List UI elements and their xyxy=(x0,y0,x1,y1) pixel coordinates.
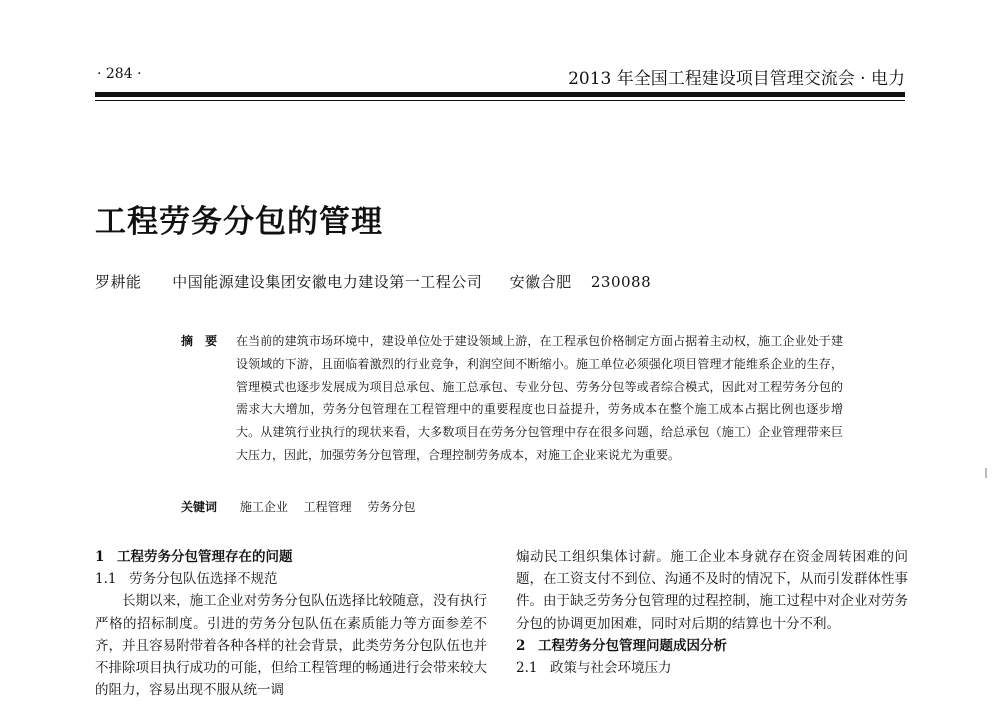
page-number: · 284 · xyxy=(97,66,142,82)
header-rule-thick xyxy=(95,92,905,97)
author-affiliation: 中国能源建设集团安徽电力建设第一工程公司 xyxy=(172,273,483,291)
section-heading xyxy=(95,546,487,568)
subsection-heading xyxy=(95,568,487,590)
body-paragraph-continued: 煽动民工组织集体讨薪。施工企业本身就存在资金周转困难的问题，在工资支付不到位、沟通不及时的情况下，从而引发群体性事件。由于缺乏劳务分包管理的过程控制，施工过程中对企业对劳务分包的协调更加困难，同时对后期的结算也十分不利。 xyxy=(516,549,908,632)
header-rule-thin xyxy=(95,100,905,101)
section-title: 工程劳务分包管理存在的问题 xyxy=(117,549,293,565)
author-name: 罗耕能 xyxy=(95,273,142,291)
keyword-item: 劳务分包 xyxy=(367,500,416,514)
author-line xyxy=(95,271,651,292)
body-paragraph: 长期以来，施工企业对劳务分包队伍选择比较随意，没有执行严格的招标制度。引进的劳务分包队伍在素质能力等方面参差不齐，并且容易附带着各种各样的社会背景，此类劳务分包队伍也并不排除项目执行成功的可能，但给工程管理的畅通进行会带来较大的阻力，容易出现不服从统一调 xyxy=(95,593,487,699)
section-number: 1 xyxy=(95,549,105,565)
subsection-number: 2.1 xyxy=(516,660,538,677)
subsection-heading xyxy=(516,657,908,679)
keywords-line xyxy=(181,496,428,519)
article-title: 工程劳务分包的管理 xyxy=(95,204,383,240)
abstract-text: 在当前的建筑市场环境中，建设单位处于建设领域上游，在工程承包价格制定方面占据着主动权，施工企业处于建设领域的下游，且面临着激烈的行业竞争，利润空间不断缩小。施工单位必须强化项目管理才能维系企业的生存，管理模式也逐步发展成为项目总承包、施工总承包、专业分包、劳务分包等或者综合模式，因此对工程劳务分包的需求大大增加，劳务分包管理在工程管理中的重要程度也日益提升，劳务成本在整个施工成本占据比例也逐步增大。从建筑行业执行的现状来看，大多数项目在劳务分包管理中存在很多问题，给总承包（施工）企业管理带来巨大压力，因此，加强劳务分包管理，合理控制劳务成本，对施工企业来说尤为重要。 xyxy=(236,334,843,462)
keyword-item: 工程管理 xyxy=(303,500,352,514)
abstract-block xyxy=(181,330,843,514)
body-column-left xyxy=(95,546,487,701)
keywords-label: 关键词 xyxy=(181,500,218,514)
subsection-title: 政策与社会环境压力 xyxy=(550,660,672,677)
keyword-item: 施工企业 xyxy=(239,500,288,514)
author-postcode: 230088 xyxy=(590,273,652,291)
body-column-right xyxy=(516,546,908,679)
section-title: 工程劳务分包管理问题成因分析 xyxy=(538,637,727,654)
abstract-label: 摘 要 xyxy=(181,334,222,348)
subsection-title: 劳务分包队伍选择不规范 xyxy=(129,571,278,588)
running-header-journal: 2013 年全国工程建设项目管理交流会 · 电力 xyxy=(568,69,905,89)
subsection-number: 1.1 xyxy=(95,571,117,588)
section-heading xyxy=(516,635,908,657)
author-city: 安徽合肥 xyxy=(509,273,572,291)
scan-margin-mark xyxy=(985,468,987,478)
section-number: 2 xyxy=(516,637,526,654)
